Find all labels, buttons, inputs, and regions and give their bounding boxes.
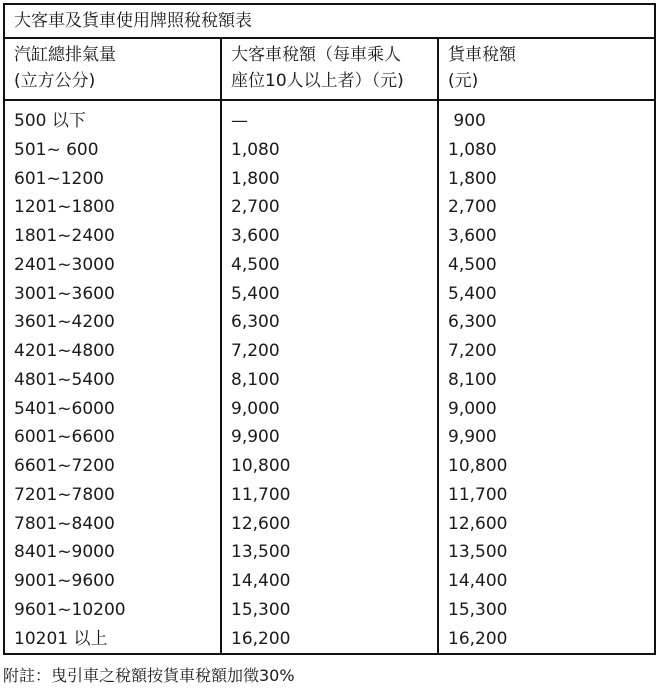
bus-tax-cell: 9,900	[231, 427, 280, 448]
truck-tax-cell: 8,100	[448, 369, 497, 390]
truck-tax-cell: 6,300	[448, 312, 497, 333]
title-row	[4, 4, 655, 38]
displacement-cell: 9001~9600	[14, 571, 115, 591]
bus-tax-cell: 9,000	[231, 398, 280, 419]
bus-tax-cell: 6,300	[231, 312, 280, 333]
bus-tax-cell: 1,080	[231, 139, 280, 160]
bus-tax-cell: 8,100	[231, 369, 280, 390]
header-displacement-line-2: (立方公分)	[14, 71, 96, 91]
displacement-cell: 3001~3600	[14, 283, 115, 304]
bus-tax-cell: 11,700	[231, 484, 291, 505]
truck-tax-cell: 4,500	[448, 254, 497, 275]
displacement-cell: 5401~6000	[14, 398, 115, 419]
truck-tax-cell: 13,500	[448, 542, 508, 563]
truck-tax-cell: 14,400	[448, 571, 508, 591]
truck-tax-cell: 7,200	[448, 341, 497, 361]
truck-tax-cell: 3,600	[448, 226, 497, 246]
truck-tax-column	[438, 100, 655, 654]
truck-tax-cell: 5,400	[448, 283, 497, 304]
truck-tax-cell: 1,800	[448, 168, 497, 189]
displacement-cell: 8401~9000	[14, 542, 115, 563]
bus-tax-cell: 1,800	[231, 168, 280, 189]
truck-tax-cell: 9,000	[448, 398, 497, 419]
header-bus-tax-line-2: 座位10人以上者）（元)	[231, 71, 404, 91]
bus-tax-cell: 13,500	[231, 542, 291, 563]
displacement-cell: 7201~7800	[14, 484, 115, 505]
truck-tax-cell: 12,600	[448, 513, 508, 534]
bus-tax-column	[221, 100, 438, 654]
displacement-cell: 1201~1800	[14, 197, 115, 218]
displacement-cell: 4201~4800	[14, 341, 115, 361]
truck-tax-cell: 16,200	[448, 628, 508, 649]
header-bus-tax-line-1: 大客車稅額（每車乘人	[231, 45, 401, 65]
header-displacement-line-1: 汽缸總排氣量	[14, 45, 116, 65]
displacement-cell: 6601~7200	[14, 456, 115, 476]
truck-tax-cell: 900	[448, 111, 486, 131]
displacement-cell: 501~ 600	[14, 139, 99, 160]
bus-tax-cell: 7,200	[231, 341, 280, 361]
truck-tax-cell: 1,080	[448, 139, 497, 160]
displacement-cell: 6001~6600	[14, 427, 115, 448]
table-title: 大客車及貨車使用牌照稅稅額表	[4, 4, 655, 38]
truck-tax-cell: 9,900	[448, 427, 497, 448]
bus-tax-cell: 3,600	[231, 226, 280, 246]
bus-tax-cell: 2,700	[231, 197, 280, 218]
displacement-cell: 7801~8400	[14, 513, 115, 534]
truck-tax-cell: 11,700	[448, 484, 508, 505]
displacement-cell: 3601~4200	[14, 312, 115, 333]
truck-tax-cell: 10,800	[448, 456, 508, 476]
bus-tax-cell: 14,400	[231, 571, 291, 591]
bus-tax-cell: 16,200	[231, 628, 291, 649]
header-row	[4, 38, 655, 100]
bus-tax-cell: 4,500	[231, 254, 280, 275]
footnote: 附註：曳引車之稅額按貨車稅額加徵30%	[3, 666, 295, 685]
tax-table	[3, 3, 656, 655]
truck-tax-cell: 2,700	[448, 197, 497, 218]
header-truck-tax-line-1: 貨車稅額	[448, 45, 516, 65]
header-truck-tax-line-2: (元)	[448, 71, 479, 91]
body-row	[4, 100, 655, 654]
displacement-column	[4, 100, 221, 654]
header-truck-tax	[438, 38, 655, 100]
displacement-cell: 500 以下	[14, 111, 86, 131]
header-displacement	[4, 38, 221, 100]
truck-tax-cell: 15,300	[448, 599, 508, 620]
displacement-cell: 9601~10200	[14, 599, 126, 620]
displacement-cell: 1801~2400	[14, 226, 115, 246]
header-bus-tax	[221, 38, 438, 100]
displacement-cell: 601~1200	[14, 168, 104, 189]
displacement-cell: 2401~3000	[14, 254, 115, 275]
bus-tax-cell: —	[231, 111, 248, 131]
bus-tax-cell: 12,600	[231, 513, 291, 534]
bus-tax-cell: 15,300	[231, 599, 291, 620]
bus-tax-cell: 10,800	[231, 456, 291, 476]
displacement-cell: 4801~5400	[14, 369, 115, 390]
bus-tax-cell: 5,400	[231, 283, 280, 304]
displacement-cell: 10201 以上	[14, 628, 108, 649]
